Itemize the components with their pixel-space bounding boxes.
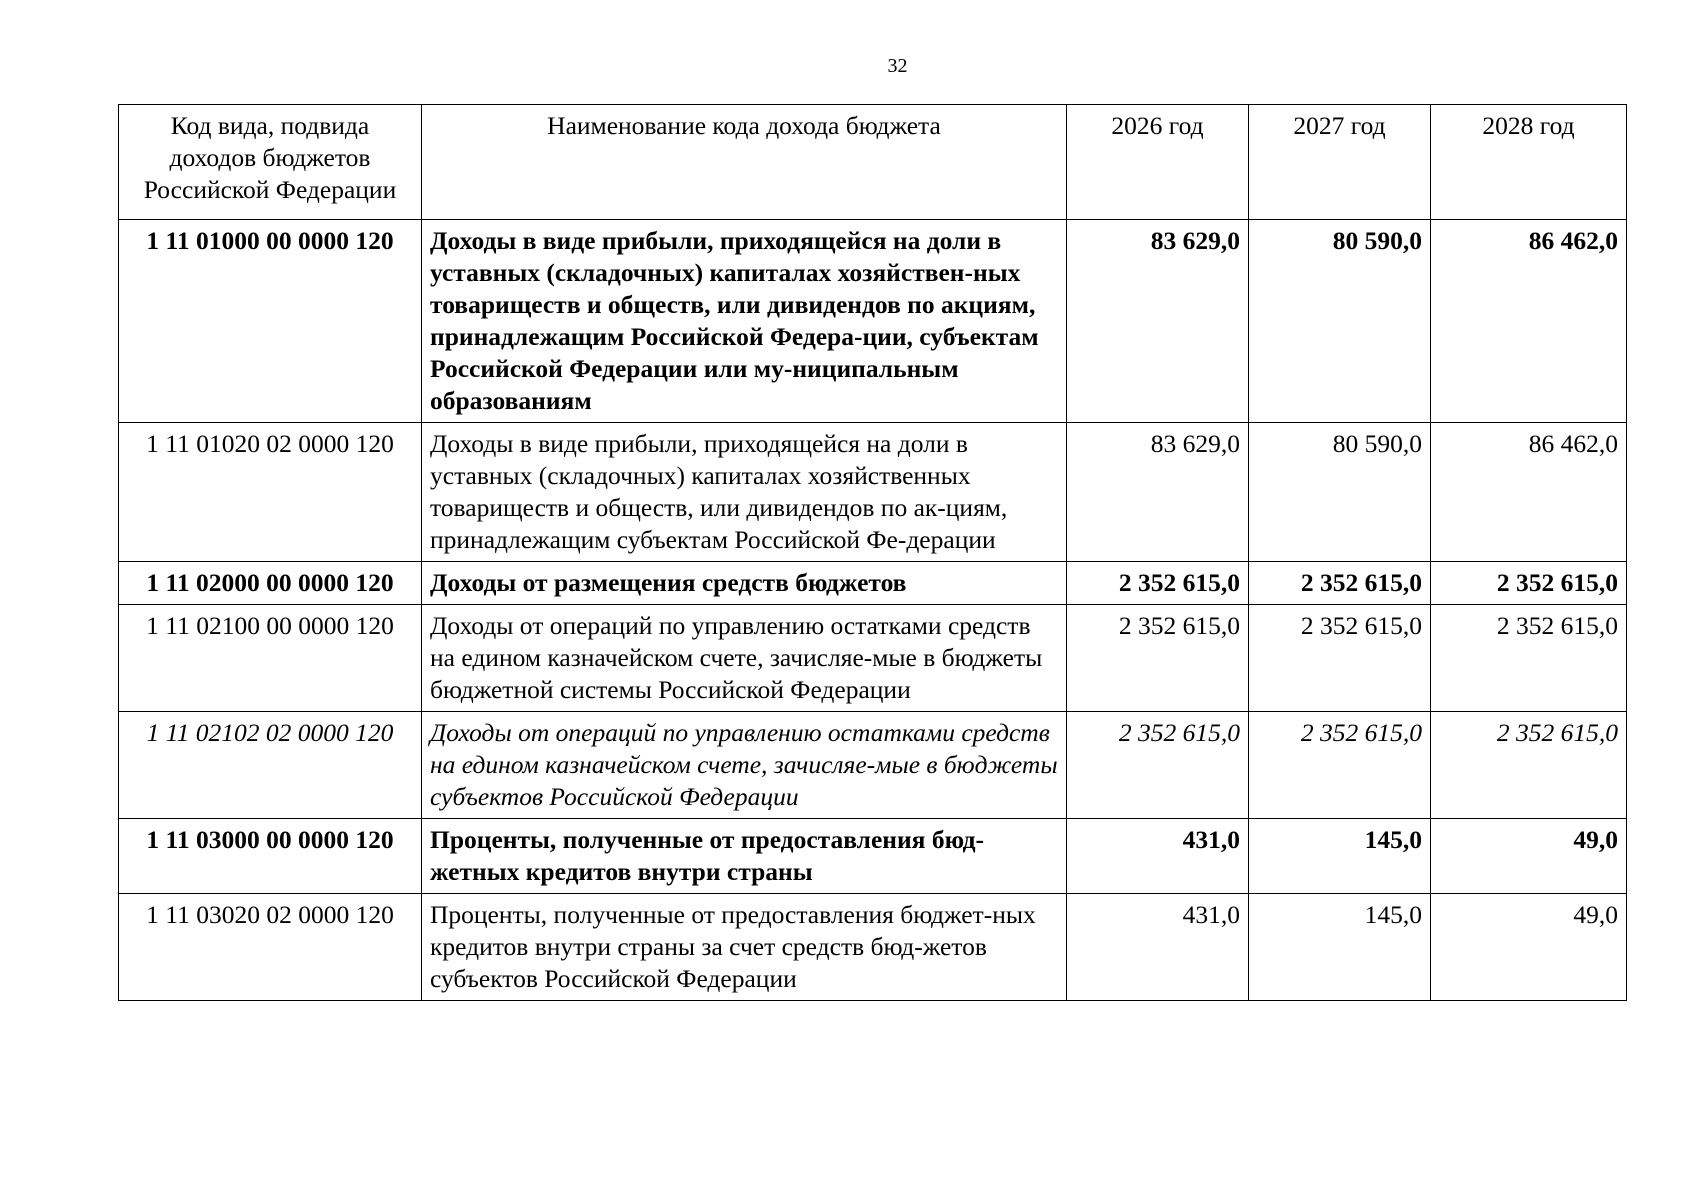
row-value-2026: 431,0 [1067,894,1249,1001]
row-name: Проценты, полученные от предоставления бюд-жетных кредитов внутри страны [422,819,1067,894]
row-value-2028: 86 462,0 [1431,220,1627,423]
row-value-2027: 145,0 [1249,819,1431,894]
row-value-2026: 2 352 615,0 [1067,562,1249,605]
row-value-2027: 2 352 615,0 [1249,562,1431,605]
row-code: 1 11 02102 02 0000 120 [119,712,422,819]
row-value-2026: 83 629,0 [1067,423,1249,562]
table-row [119,423,1627,562]
row-value-2027: 2 352 615,0 [1249,605,1431,712]
row-value-2028: 49,0 [1431,819,1627,894]
header-code: Код вида, подвида доходов бюджетов Российской Федерации [119,105,422,220]
table-row [119,712,1627,819]
row-name: Доходы в виде прибыли, приходящейся на доли в уставных (складочных) капиталах хозяйствен-ных товариществ и обществ, или дивидендов по акциям, принадлежащим Российской Федера-ции, субъектам Российской Федерации или му-ниципальным образованиям [422,220,1067,423]
row-value-2026: 83 629,0 [1067,220,1249,423]
row-name: Доходы от размещения средств бюджетов [422,562,1067,605]
row-value-2028: 49,0 [1431,894,1627,1001]
table-row [119,819,1627,894]
row-value-2027: 145,0 [1249,894,1431,1001]
row-value-2027: 2 352 615,0 [1249,712,1431,819]
row-code: 1 11 01000 00 0000 120 [119,220,422,423]
row-value-2028: 2 352 615,0 [1431,712,1627,819]
page-number: 32 [887,55,908,77]
row-code: 1 11 02100 00 0000 120 [119,605,422,712]
row-value-2028: 86 462,0 [1431,423,1627,562]
table-row [119,605,1627,712]
header-2026: 2026 год [1067,105,1249,220]
row-value-2027: 80 590,0 [1249,423,1431,562]
row-code: 1 11 02000 00 0000 120 [119,562,422,605]
header-name: Наименование кода дохода бюджета [422,105,1067,220]
row-value-2028: 2 352 615,0 [1431,562,1627,605]
row-code: 1 11 01020 02 0000 120 [119,423,422,562]
budget-revenue-table [118,104,1627,1001]
table-header-row [119,105,1627,220]
row-value-2026: 2 352 615,0 [1067,605,1249,712]
row-value-2028: 2 352 615,0 [1431,605,1627,712]
row-value-2026: 2 352 615,0 [1067,712,1249,819]
table-row [119,562,1627,605]
row-name: Доходы в виде прибыли, приходящейся на доли в уставных (складочных) капиталах хозяйственных товариществ и обществ, или дивидендов по ак-циям, принадлежащим субъектам Российской Фе-дерации [422,423,1067,562]
row-name: Доходы от операций по управлению остатками средств на едином казначейском счете, зачисляе-мые в бюджеты бюджетной системы Российской Федерации [422,605,1067,712]
table-row [119,220,1627,423]
row-value-2027: 80 590,0 [1249,220,1431,423]
header-2028: 2028 год [1431,105,1627,220]
row-code: 1 11 03020 02 0000 120 [119,894,422,1001]
row-code: 1 11 03000 00 0000 120 [119,819,422,894]
row-name: Доходы от операций по управлению остатками средств на едином казначейском счете, зачисляе-мые в бюджеты субъектов Российской Федерации [422,712,1067,819]
header-2027: 2027 год [1249,105,1431,220]
row-value-2026: 431,0 [1067,819,1249,894]
row-name: Проценты, полученные от предоставления бюджет-ных кредитов внутри страны за счет средств бюд-жетов субъектов Российской Федерации [422,894,1067,1001]
table-row [119,894,1627,1001]
